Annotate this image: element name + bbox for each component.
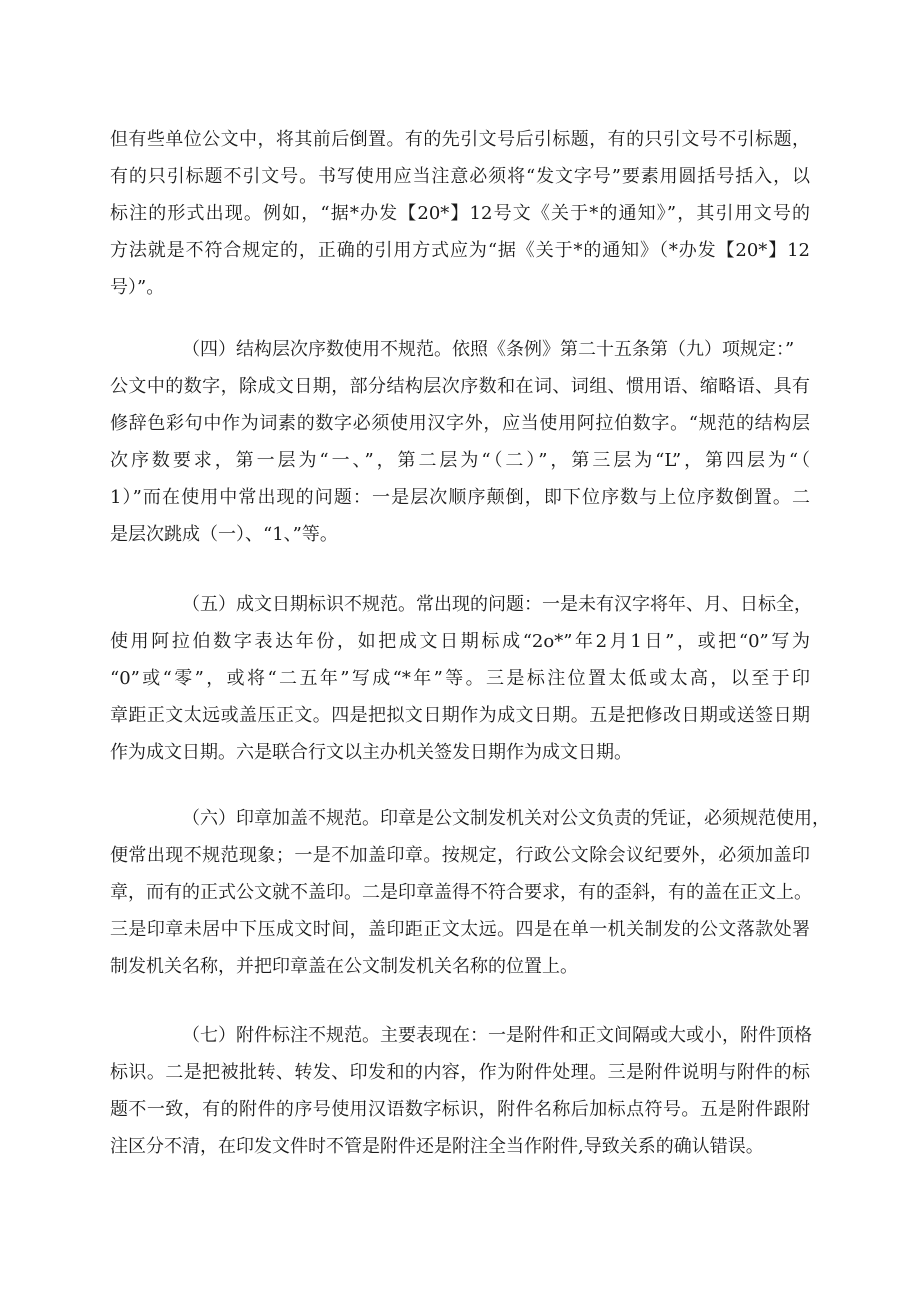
text-line: 1）”而在使用中常出现的问题：一是层次顺序颠倒，即下位序数与上位序数倒置。二 xyxy=(110,487,810,508)
text-line: 方法就是不符合规定的，正确的引用方式应为“据《关于*的通知》（*办发【20*】12 xyxy=(110,240,810,261)
paragraph-attachment-marking xyxy=(110,1017,810,1165)
text-line: （五）成文日期标识不规范。常出现的问题：一是未有汉字将年、月、日标全， xyxy=(182,594,812,615)
text-line: 作为成文日期。六是联合行文以主办机关签发日期作为成文日期。 xyxy=(110,742,632,763)
text-line: 三是印章未居中下压成文时间，盖印距正文太远。四是在单一机关制发的公文落款处署 xyxy=(110,919,810,940)
paragraph-date-marking xyxy=(110,586,810,771)
text-line: 修辞色彩句中作为词素的数字必须使用汉字外，应当使用阿拉伯数字。“规范的结构层 xyxy=(110,413,810,434)
text-line: 便常出现不规范现象；一是不加盖印章。按规定，行政公文除会议纪要外，必须加盖印 xyxy=(110,845,810,866)
text-line: （四）结构层次序数使用不规范。依照《条例》第二十五条第（九）项规定：” xyxy=(182,339,795,360)
text-line: 使用阿拉伯数字表达年份，如把成文日期标成“2o*”年2月1日”，或把“0”写为 xyxy=(110,631,810,652)
text-line: 题不一致，有的附件的序号使用汉语数字标识，附件名称后加标点符号。五是附件跟附 xyxy=(110,1099,810,1120)
paragraph-seal-stamping xyxy=(110,800,830,985)
text-line: “0”或“零”，或将“二五年”写成“*年”等。三是标注位置太低或太高，以至于印 xyxy=(110,668,810,689)
text-line: 公文中的数字，除成文日期，部分结构层次序数和在词、词组、惯用语、缩略语、具有 xyxy=(110,376,810,397)
text-line: 注区分不清，在印发文件时不管是附件还是附注全当作附件,导致关系的确认错误。 xyxy=(110,1136,764,1157)
paragraph-citation xyxy=(110,121,810,306)
paragraph-structure-numbering xyxy=(110,331,810,553)
text-line: 是层次跳成（一）、“1、”等。 xyxy=(110,524,338,545)
text-line: 制发机关名称，并把印章盖在公文制发机关名称的位置上。 xyxy=(110,956,578,977)
text-line: 章，而有的正式公文就不盖印。二是印章盖得不符合要求，有的歪斜，有的盖在正文上。 xyxy=(110,882,812,903)
text-line: 次序数要求，第一层为“一、”，第二层为“（二）”，第三层为“L”，第四层为“（ xyxy=(110,450,810,471)
text-line: 但有些单位公文中，将其前后倒置。有的先引文号后引标题，有的只引文号不引标题， xyxy=(110,129,810,150)
text-line: 号）”。 xyxy=(110,277,165,298)
text-line: （六）印章加盖不规范。印章是公文制发机关对公文负责的凭证，必须规范使用， xyxy=(182,808,830,829)
text-line: 章距正文太远或盖压正文。四是把拟文日期作为成文日期。五是把修改日期或送签日期 xyxy=(110,705,810,726)
text-line: 标注的形式出现。例如，“据*办发【20*】12号文《关于*的通知》”，其引用文号的 xyxy=(110,203,810,224)
text-line: 标识。二是把被批转、转发、印发和的内容，作为附件处理。三是附件说明与附件的标 xyxy=(110,1062,810,1083)
text-line: （七）附件标注不规范。主要表现在：一是附件和正文间隔或大或小，附件顶格 xyxy=(182,1025,812,1046)
text-line: 有的只引标题不引文号。书写使用应当注意必须将“发文字号”要素用圆括号括入，以 xyxy=(110,166,810,187)
